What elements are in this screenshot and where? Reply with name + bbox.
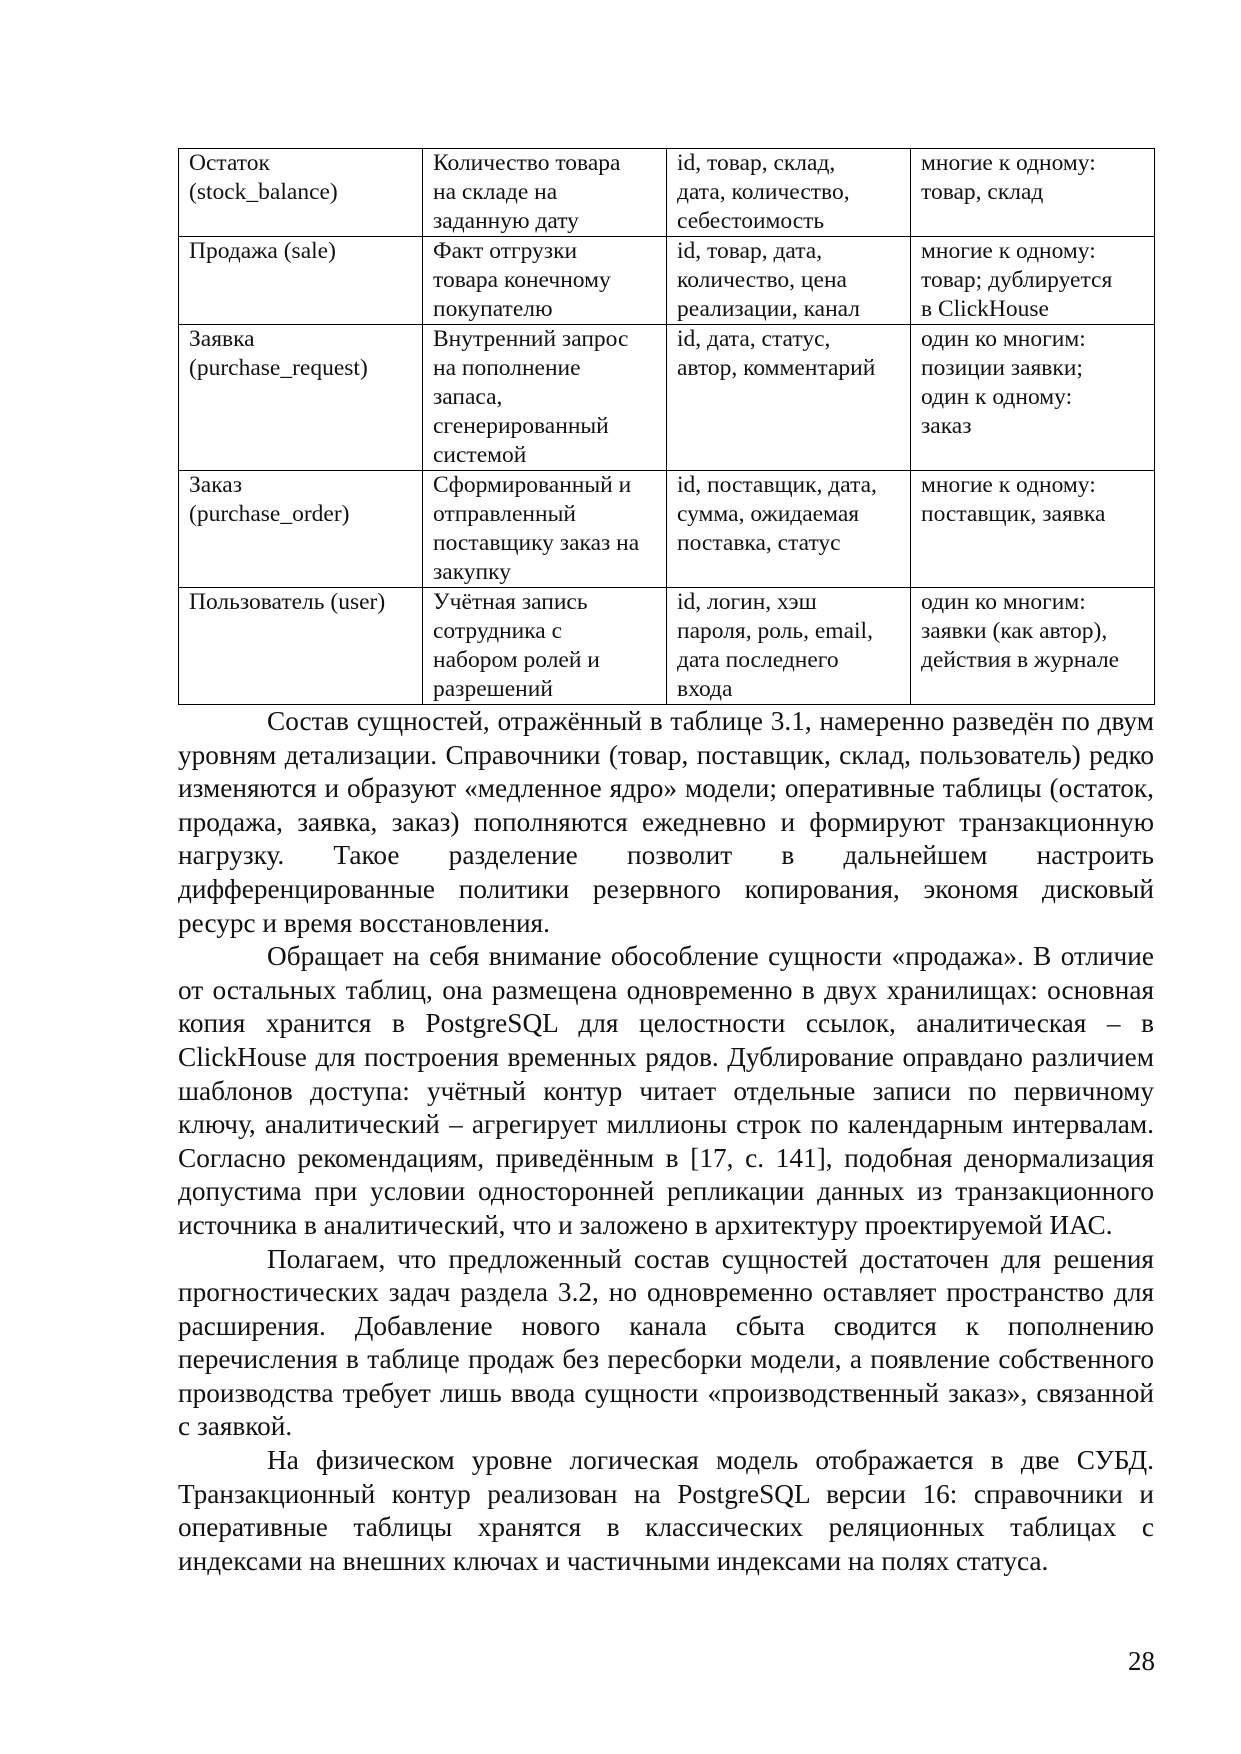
cell-line: закупку [433, 559, 511, 585]
cell-line: на пополнение [433, 355, 581, 381]
cell-line: покупателю [433, 296, 553, 322]
cell-line: (purchase_request) [189, 355, 368, 381]
cell-line: сумма, ожидаемая [677, 501, 860, 527]
table-row [179, 237, 1155, 325]
cell-line: количество, цена [677, 267, 847, 293]
cell-line: разрешений [433, 676, 553, 702]
cell-line: запаса, [433, 384, 503, 410]
table-row [179, 325, 1155, 471]
attributes-cell [667, 471, 911, 588]
cell-line: id, поставщик, дата, [677, 472, 877, 498]
cell-line: поставка, статус [677, 530, 841, 556]
entity-cell [179, 237, 423, 325]
description-cell [423, 471, 667, 588]
cell-line: многие к одному: [921, 150, 1096, 176]
relations-cell [911, 149, 1155, 237]
entity-cell [179, 588, 423, 705]
cell-line: набором ролей и [433, 647, 600, 673]
attributes-cell [667, 588, 911, 705]
cell-line: пароля, роль, email, [677, 618, 873, 644]
paragraph-sale-entity: Обращает на себя внимание обособление сущности «продажа». В отличие от остальных таблиц, она размещена одновременно в двух хранилищах: основная копия хранится в PostgreSQL для целостности ссылок, аналитическая – в ClickHouse для построения временных рядов. Дублирование оправдано различием шаблонов доступа: учётный контур читает отдельные записи по первичному ключу, аналитический – агрегирует миллионы строк по календарным интервалам. Согласно рекомендациям, приведённым в [17, с. 141], подобная денормализация допустима при условии односторонней репликации данных из транзакционного источника в аналитический, что и заложено в архитектуру проектируемой ИАС. [178, 941, 1154, 1240]
cell-line: Учётная запись [433, 589, 588, 615]
entity-cell [179, 471, 423, 588]
relations-cell [911, 325, 1155, 471]
relations-cell [911, 237, 1155, 325]
cell-line: (stock_balance) [189, 179, 338, 205]
table-row [179, 149, 1155, 237]
body-text [178, 705, 1154, 1578]
paragraph-entity-composition: Состав сущностей, отражённый в таблице 3.1, намеренно разведён по двум уровням детализации. Справочники (товар, поставщик, склад, пользователь) редко изменяются и образуют «медленное ядро» модели; оперативные таблицы (остаток, продажа, заявка, заказ) пополняются ежедневно и формируют транзакционную нагрузку. Такое разделение позволит в дальнейшем настроить дифференцированные политики резервного копирования, экономя дисковый ресурс и время восстановления. [178, 706, 1154, 938]
cell-line: на складе на [433, 179, 558, 205]
page-number: 28 [1128, 1646, 1155, 1676]
cell-line: дата, количество, [677, 179, 850, 205]
cell-line: реализации, канал [677, 296, 861, 322]
cell-line: действия в журнале [921, 647, 1120, 673]
cell-line: поставщику заказ на [433, 530, 640, 556]
attributes-cell [667, 237, 911, 325]
table-row [179, 588, 1155, 705]
relations-cell [911, 471, 1155, 588]
cell-line: многие к одному: [921, 472, 1096, 498]
cell-line: (purchase_order) [189, 501, 350, 527]
cell-line: товар; дублируется [921, 267, 1113, 293]
cell-line: входа [677, 676, 733, 702]
description-cell [423, 325, 667, 471]
cell-line: товар, склад [921, 179, 1044, 205]
cell-line: id, логин, хэш [677, 589, 817, 615]
relations-cell [911, 588, 1155, 705]
page-content [178, 148, 1154, 1578]
cell-line: сгенерированный [433, 413, 609, 439]
cell-line: Заказ [189, 472, 242, 498]
cell-line: Сформированный и [433, 472, 632, 498]
table-row [179, 471, 1155, 588]
cell-line: дата последнего [677, 647, 839, 673]
paragraph-sufficiency: Полагаем, что предложенный состав сущностей достаточен для решения прогностических задач раздела 3.2, но одновременно оставляет пространство для расширения. Добавление нового канала сбыта сводится к пополнению перечисления в таблице продаж без пересборки модели, а появление собственного производства требует лишь ввода сущности «производственный заказ», связанной с заявкой. [178, 1243, 1154, 1442]
cell-line: один к одному: [921, 384, 1073, 410]
description-cell [423, 149, 667, 237]
cell-line: сотрудника с [433, 618, 563, 644]
cell-line: автор, комментарий [677, 355, 876, 381]
cell-line: позиции заявки; [921, 355, 1083, 381]
cell-line: Факт отгрузки [433, 238, 578, 264]
description-cell [423, 588, 667, 705]
cell-line: Внутренний запрос [433, 326, 629, 352]
cell-line: отправленный [433, 501, 576, 527]
cell-line: Количество товара [433, 150, 621, 176]
cell-line: заданную дату [433, 208, 579, 234]
cell-line: Остаток [189, 150, 270, 176]
cell-line: себестоимость [677, 208, 825, 234]
entity-cell [179, 149, 423, 237]
paragraph-physical-level: На физическом уровне логическая модель отображается в две СУБД. Транзакционный контур реализован на PostgreSQL версии 16: справочники и оперативные таблицы хранятся в классических реляционных таблицах с индексами на внешних ключах и частичными индексами на полях статуса. [178, 1445, 1154, 1576]
cell-line: поставщик, заявка [921, 501, 1106, 527]
cell-line: Продажа (sale) [189, 238, 336, 264]
cell-line: многие к одному: [921, 238, 1096, 264]
cell-line: заказ [921, 413, 972, 439]
entities-table-body [179, 149, 1155, 705]
cell-line: id, дата, статус, [677, 326, 831, 352]
cell-line: товара конечному [433, 267, 611, 293]
entities-table [178, 148, 1155, 705]
entity-cell [179, 325, 423, 471]
cell-line: один ко многим: [921, 326, 1086, 352]
cell-line: один ко многим: [921, 589, 1086, 615]
cell-line: в ClickHouse [921, 296, 1049, 322]
cell-line: id, товар, дата, [677, 238, 823, 264]
cell-line: заявки (как автор), [921, 618, 1108, 644]
attributes-cell [667, 325, 911, 471]
cell-line: Пользователь (user) [189, 589, 386, 615]
attributes-cell [667, 149, 911, 237]
cell-line: системой [433, 442, 527, 468]
cell-line: id, товар, склад, [677, 150, 836, 176]
description-cell [423, 237, 667, 325]
cell-line: Заявка [189, 326, 255, 352]
